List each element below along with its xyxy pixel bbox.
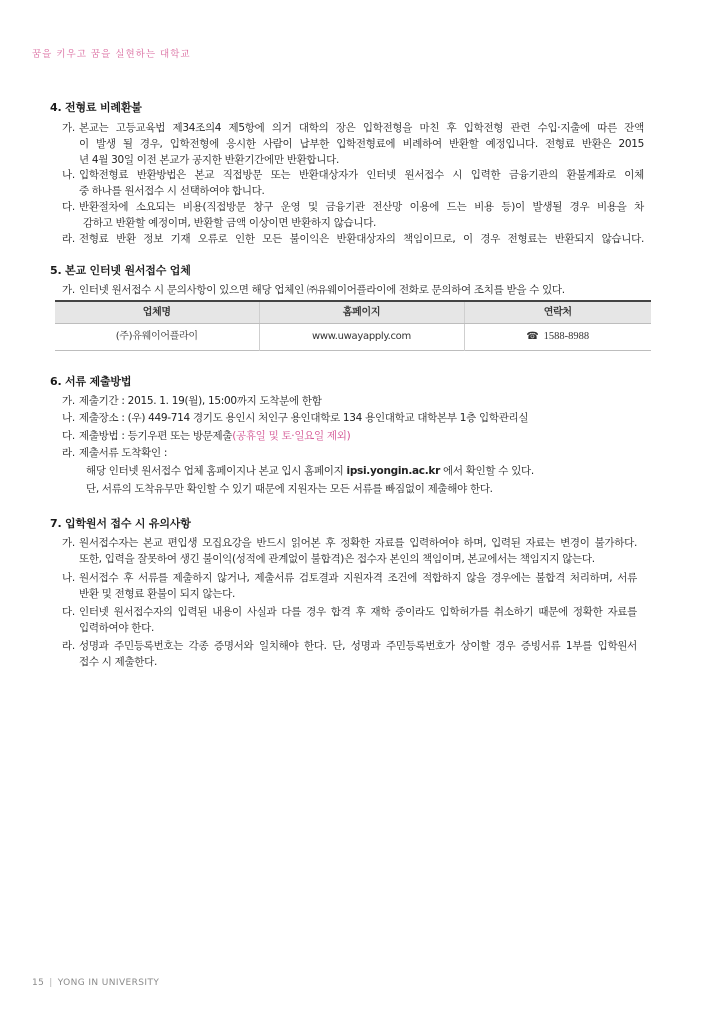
table-header-contact: 연락처	[464, 301, 651, 324]
item-line: 제출장소 : (우) 449-714 경기도 용인시 처인구 용인대학로 134 용인대학교 대학본부 1층 입학관리실	[79, 412, 529, 424]
vendor-table	[55, 300, 651, 351]
homepage-cell: www.uwayapply.com	[259, 324, 464, 351]
page-footer	[32, 976, 159, 990]
item-marker: 가.	[62, 122, 75, 134]
section-heading-vendor: 5. 본교 인터넷 원서접수 업체	[50, 264, 191, 277]
list-item	[62, 445, 167, 461]
item-line: 중 하나를 원서접수 시 선택하여야 합니다.	[79, 185, 265, 197]
item-line: 이 발생 될 경우, 입학전형에 응시한 사람이 납부한 입학전형료에 비례하여 반환할 예정입니다. 전형료 반환은 2015	[79, 138, 644, 150]
footer-separator: |	[49, 978, 53, 988]
item-marker: 나.	[62, 572, 75, 584]
item-marker: 가.	[62, 284, 75, 296]
item-marker: 라.	[62, 233, 75, 245]
company-name-cell: (주)유웨이어플라이	[115, 331, 198, 342]
table-header-row	[55, 301, 651, 324]
item-line: 원서접수자는 본교 편입생 모집요강을 반드시 읽어본 후 정확한 자료를 입력하여야 하며, 입력된 자료는 변경이 불가하다.	[79, 537, 637, 549]
page-number: 15	[32, 978, 45, 988]
list-item	[62, 535, 637, 567]
sub-line-text: 에서 확인할 수 있다.	[439, 465, 534, 477]
table-header-company: 업체명	[55, 301, 259, 324]
item-line: 접수 시 제출한다.	[79, 656, 158, 668]
item-line	[79, 428, 350, 444]
item-line: 년 4월 30일 이전 본교가 공지한 반환기간에만 반환합니다.	[79, 154, 339, 166]
item-line: 입학전형료 반환방법은 본교 직접방문 또는 반환대상자가 인터넷 원서접수 시 입력한 금융기관의 환불계좌로 이체	[79, 169, 644, 181]
submission-method: 제출방법 : 등기우편 또는 방문제출	[79, 430, 233, 442]
item-line: 본교는 고등교육법 제34조의4 제5항에 의거 대학의 장은 입학전형을 마친 후 입학전형 관련 수입·지출에 따른 잔액	[79, 122, 644, 134]
item-line: 제출기간 : 2015. 1. 19(월), 15:00까지 도착분에 한함	[79, 395, 322, 407]
item-line: 감하고 반환할 예정이며, 반환할 금액 이상이면 반환하지 않습니다.	[83, 217, 377, 229]
phone-icon	[526, 331, 543, 342]
item-line: 반환 및 전형료 환불이 되지 않는다.	[79, 588, 236, 600]
item-line: 제출서류 도착확인 :	[79, 447, 168, 459]
item-marker: 다.	[62, 606, 75, 618]
list-item	[62, 120, 644, 168]
list-item	[62, 638, 637, 670]
item-marker: 다.	[62, 430, 75, 442]
item-marker: 다.	[62, 201, 75, 213]
item-line: 성명과 주민등록번호는 각종 증명서와 일치해야 한다. 단, 성명과 주민등록번호가 상이할 경우 증빙서류 1부를 입학원서	[79, 640, 637, 652]
list-item	[62, 199, 644, 231]
sub-line	[86, 462, 534, 480]
table-row	[55, 324, 651, 351]
item-line: 또한, 입력을 잘못하여 생긴 불이익(성적에 관계없이 불합격)은 접수자 본인의 책임이며, 본교에서는 책임지지 않는다.	[79, 553, 595, 565]
list-item	[62, 231, 644, 247]
section-heading-submission: 6. 서류 제출방법	[50, 375, 132, 388]
item-line: 전형료 반환 정보 기재 오류로 인한 모든 불이익은 반환대상자의 책임이므로, 이 경우 전형료는 반환되지 않습니다.	[79, 233, 644, 245]
item-marker: 가.	[62, 395, 75, 407]
list-item	[62, 393, 322, 409]
sub-line: 단, 서류의 도착유무만 확인할 수 있기 때문에 지원자는 모든 서류를 빠짐없이 제출해야 한다.	[86, 483, 493, 495]
item-line: 인터넷 원서접수 시 문의사항이 있으면 해당 업체인 ㈜유웨이어플라이에 전화로 문의하여 조치를 받을 수 있다.	[79, 284, 565, 296]
phone-cell	[464, 324, 651, 351]
sub-line-text: 해당 인터넷 원서접수 업체 홈페이지나 본교 입시 홈페이지	[86, 465, 347, 477]
list-item	[62, 167, 644, 199]
item-marker: 라.	[62, 447, 75, 459]
phone-number: 1588-8988	[543, 331, 590, 342]
university-name: YONG IN UNIVERSITY	[57, 978, 160, 988]
list-item	[62, 570, 637, 602]
holiday-exclusion-note: (공휴일 및 토·일요일 제외)	[232, 430, 351, 442]
admission-site-url: ipsi.yongin.ac.kr	[346, 465, 440, 477]
list-item	[62, 410, 528, 426]
section-heading-refund: 4. 전형료 비례환불	[50, 101, 142, 114]
item-marker: 라.	[62, 640, 75, 652]
section-heading-notices: 7. 입학원서 접수 시 유의사항	[50, 517, 191, 530]
item-line: 인터넷 원서접수자의 입력된 내용이 사실과 다를 경우 합격 후 재학 중이라도 입학허가를 취소하기 때문에 정확한 자료를	[79, 606, 637, 618]
list-item	[62, 604, 637, 636]
list-item	[62, 428, 350, 444]
item-line: 원서접수 후 서류를 제출하지 않거나, 제출서류 검토결과 지원자격 조건에 적합하지 않을 경우에는 불합격 처리하며, 서류	[79, 572, 637, 584]
item-marker: 나.	[62, 412, 75, 424]
item-marker: 나.	[62, 169, 75, 181]
item-line: 입력하여야 한다.	[79, 622, 154, 634]
item-marker: 가.	[62, 537, 75, 549]
list-item	[62, 282, 565, 298]
item-line: 반환절차에 소요되는 비용(직접방문 창구 운영 및 금융기관 전산망 이용에 드는 비용 등)이 발생될 경우 비용을 차	[79, 201, 644, 213]
header-tagline: 꿈을 키우고 꿈을 실현하는 대학교	[32, 49, 191, 60]
table-header-homepage: 홈페이지	[259, 301, 464, 324]
